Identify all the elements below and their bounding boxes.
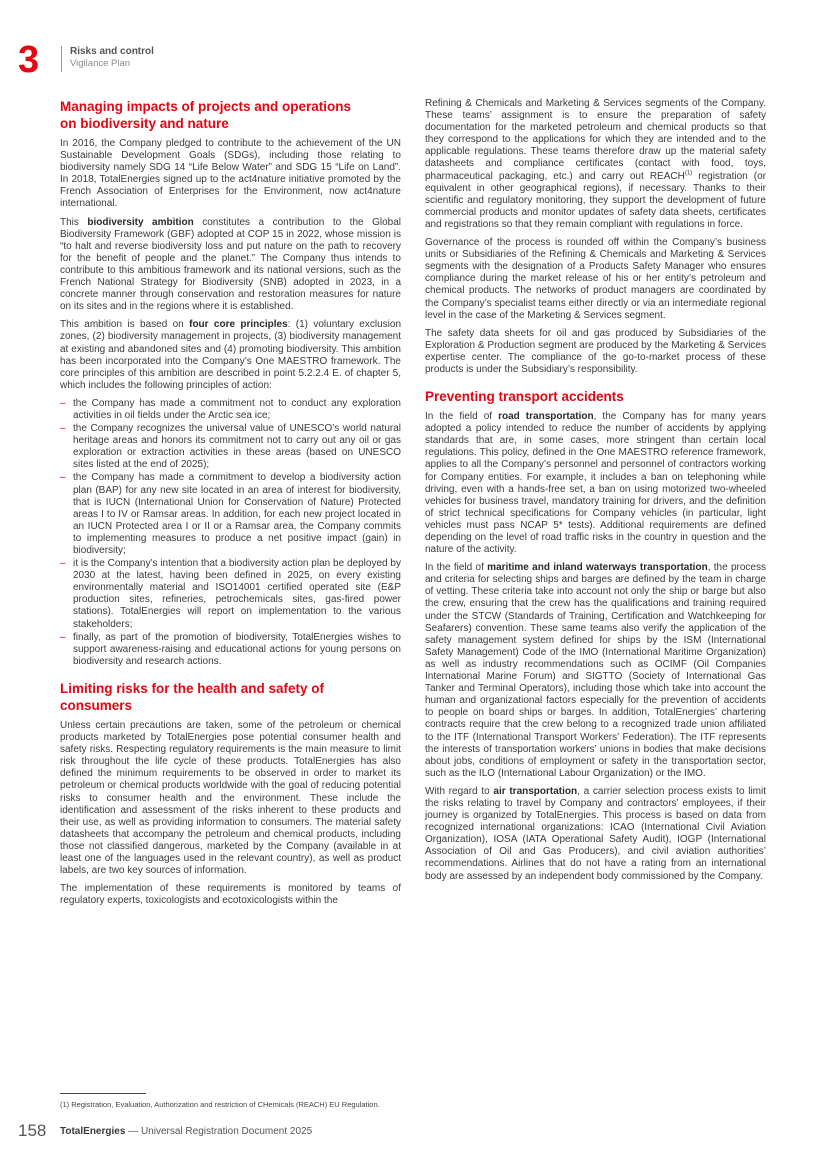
dash-bullet: – — [60, 397, 66, 409]
list-item: – finally, as part of the promotion of biodiversity, TotalEnergies wishes to support awareness-raising and educational actions for young persons on biodiversity and research actions. — [60, 631, 401, 667]
list-item: – the Company has made a commitment to develop a biodiversity action plan (BAP) for any new site located in an area of interest for biodiversity, that is IUCN (International Union for Conservation of Nature) Protected areas I to IV or Ramsar areas. In addition, for each new project located in an IUCN Protected area I or II or a Ramsar area, the Company commits to implementing measures to produce a net positive impact (gain) in biodiversity; — [60, 472, 401, 556]
bold-term: four core principles — [189, 319, 288, 331]
footnote: (1) Registration, Evaluation, Authorization and restriction of CHemicals (REACH) EU Regulation. — [60, 1100, 380, 1109]
bold-term: air transportation — [493, 785, 578, 797]
paragraph: In 2016, the Company pledged to contribute to the achievement of the UN Sustainable Development Goals (SDGs), including those relating to biodiversity namely SDG 14 “Life Below Water” and SDG 15 “Life on Land”. In 2018, TotalEnergies signed up to the act4nature initiative promoted by the French Association of Enterprises for the Environment, now act4nature international. — [60, 138, 401, 210]
brand-name: TotalEnergies — [60, 1126, 126, 1137]
chapter-subtitle: Vigilance Plan — [70, 58, 131, 69]
dash-bullet: – — [60, 423, 66, 435]
paragraph: In the field of maritime and inland waterways transportation, the process and criteria for selecting ships and barges are defined by the team in charge of vetting. These criteria take into account not only the ship or barge but also the crew, ensuring that the crew has the qualifications and training required under the STCW (Standards of Training, Certification and Watchkeeping for Seafarers) convention. These same teams also verify the application of the safety management system defined for ships by the ISM (International Safety Management) Code of the IMO (International Maritime Organization) as well as industry recommendations such as OCIMF (Oil Companies International Marine Forum) and SIGTTO (Society of International Gas Tanker and Terminal Operators), including those which take into account the human and organizational factors especially for the prevention of accidents to people on board ships or barges. In addition, TotalEnergies’ chartering contracts require that the crew belong to a recognized trade union affiliated to the ITF (International Transport Workers’ Federation). The ITF represents the interests of transportation workers’ unions in bodies that make decisions about jobs, conditions of employment or safety in the transportation sector, such as the ILO (International Labour Organization) or the IMO. — [425, 562, 766, 779]
paragraph: The implementation of these requirements is monitored by teams of regulatory experts, toxicologists and ecotoxicologists within the — [60, 883, 401, 907]
section-heading-transport: Preventing transport accidents — [425, 389, 624, 405]
right-column — [425, 98, 766, 889]
chapter-title: Risks and control — [70, 46, 154, 57]
paragraph: In the field of road transportation, the Company has for many years adopted a policy intended to reduce the number of accidents by applying standards that are, in some cases, more stringent than certain local regulations. This policy, defined in the One MAESTRO reference framework, applies to all the Company’s personnel and personnel of contractors working for Company entities. For example, it includes a ban on telephoning while driving, even with a hands-free set, a ban on using motorized two-wheeled vehicles for business travel, mandatory training for drivers, and the definition of strict technical specifications for Company vehicles (in particular, light vehicles must pass NCAP 5* tests). Additional requirements are defined depending on the level of road traffic risks in the country in question and the nature of the activity. — [425, 411, 767, 556]
dash-bullet: – — [60, 558, 66, 570]
footer-title: TotalEnergies — Universal Registration Document 2025 — [60, 1126, 313, 1137]
paragraph: This biodiversity ambition constitutes a contribution to the Global Biodiversity Framework (GBF) adopted at COP 15 in 2022, whose mission is “to halt and reverse biodiversity loss and put nature on the path to recovery for the benefit of people and the planet.” The Company thus intends to contribute to this ambitious framework and its national versions, such as the French National Strategy for Biodiversity (SNB) adopted in 2023, in a concrete manner through conservation and restoration measures for nature on its sites and in the regions where it is established. — [60, 216, 401, 313]
paragraph: With regard to air transportation, a carrier selection process exists to limit the risks relating to travel by Company and contractors’ employees, if their journey is organized by TotalEnergies. This process is based on data from recognized international organizations: ICAO (International Civil Aviation Organization), IOSA (IATA Operational Safety Audit), IOGP (International Association of Oil and Gas Producers), and civil aviation authorities’ recommendations. Airlines that do not have a rating from an international body are assessed by an independent body commissioned by the Company. — [425, 785, 766, 882]
principles-list — [60, 398, 401, 668]
paragraph: The safety data sheets for oil and gas produced by Subsidiaries of the Exploration & Production segment are produced by the Marketing & Services expertise center. The compliance of the go-to-market process of these products is under the Subsidiary’s responsibility. — [425, 327, 766, 375]
paragraph: Governance of the process is rounded off within the Company’s business units or Subsidiaries of the Refining & Chemicals and Marketing & Services segments with the designation of a Products Safety Manager who ensures compliance during the market release of his or her entity’s petroleum and chemical products. The networks of product managers are coordinated by the Company’s specialist teams either directly or via an intermediate regional level in the case of the Marketing & Services segment. — [425, 237, 766, 321]
footnote-ref: (1) — [684, 170, 693, 177]
list-item: – it is the Company’s intention that a biodiversity action plan be deployed by 2030 at the latest, having been defined in 2025, on every existing environmentally material and ISO14001 certified operated site (E&P production sites, refineries, petrochemicals sites, gas-fired power stations). TotalEnergies will report on implementation to the various stakeholders; — [60, 558, 401, 630]
section-heading-biodiversity: Managing impacts of projects and operations on biodiversity and nature — [60, 99, 352, 131]
bold-term: biodiversity ambition — [87, 216, 194, 228]
dash-bullet: – — [60, 472, 66, 484]
list-item: – the Company recognizes the universal value of UNESCO’s world natural heritage areas and honors its commitment not to carry out any oil or gas exploration or extraction activities in these areas (based on UNESCO sites listed at the end of 2025); — [60, 423, 401, 471]
paragraph: Unless certain precautions are taken, some of the petroleum or chemical products marketed by TotalEnergies pose potential consumer health and safety risks. Respecting regulatory requirements is the main measure to limit risk throughout the life cycle of these products. TotalEnergies has also defined the minimum requirements to be observed in order to market its petroleum or chemical products worldwide with the goal of reducing potential risks to consumer health and the environment. These include the identification and assessment of the risks inherent to these products and their use, as well as providing information to consumers. The material safety datasheets that accompany the petroleum and chemical products, including those not classified dangerous, marketed by the Company (available in at least one of the languages used in the relevant country), as well as product labels, are two key sources of information. — [60, 719, 401, 877]
footnote-rule — [60, 1093, 146, 1094]
page-number: 158 — [18, 1121, 47, 1140]
bold-term: road transportation — [498, 411, 594, 423]
dash-bullet: – — [60, 631, 66, 643]
list-item: – the Company has made a commitment not to conduct any exploration activities in oil fields under the Arctic sea ice; — [60, 397, 401, 421]
paragraph: This ambition is based on four core principles: (1) voluntary exclusion zones, (2) biodiversity management in projects, (3) biodiversity management at existing and abandoned sites and (4) promoting biodiversity. This ambition has been incorporated into the Company’s One MAESTRO framework. The core principles of this ambition are described in point 5.2.2.4 E. of chapter 5, which includes the following principles of action: — [60, 319, 401, 391]
left-column — [60, 98, 401, 913]
chapter-number: 3 — [18, 39, 40, 81]
paragraph: Refining & Chemicals and Marketing & Services segments of the Company. These teams’ assignment is to ensure the preparation of safety documentation for the marketed petroleum and chemical products so that they correspond to the applications for which they are intended and to the applicable regulations. These teams therefore draw up the material safety datasheets and compliance certificates (contact with food, toys, pharmaceutical packaging, etc.) and carry out REACH$^{(1)}$ registration (or equivalent in other geographical regions), if necessary. Thanks to their scientific and regulatory monitoring, they support the development of future commercial products and monitor updates of safety data sheets, certificates and registrations so that they remain compliant with regulations in force. — [425, 98, 766, 230]
section-heading-consumer-safety: Limiting risks for the health and safety of consumers — [60, 680, 325, 713]
bold-term: maritime and inland waterways transportation — [487, 562, 708, 574]
chapter-divider — [61, 46, 62, 72]
